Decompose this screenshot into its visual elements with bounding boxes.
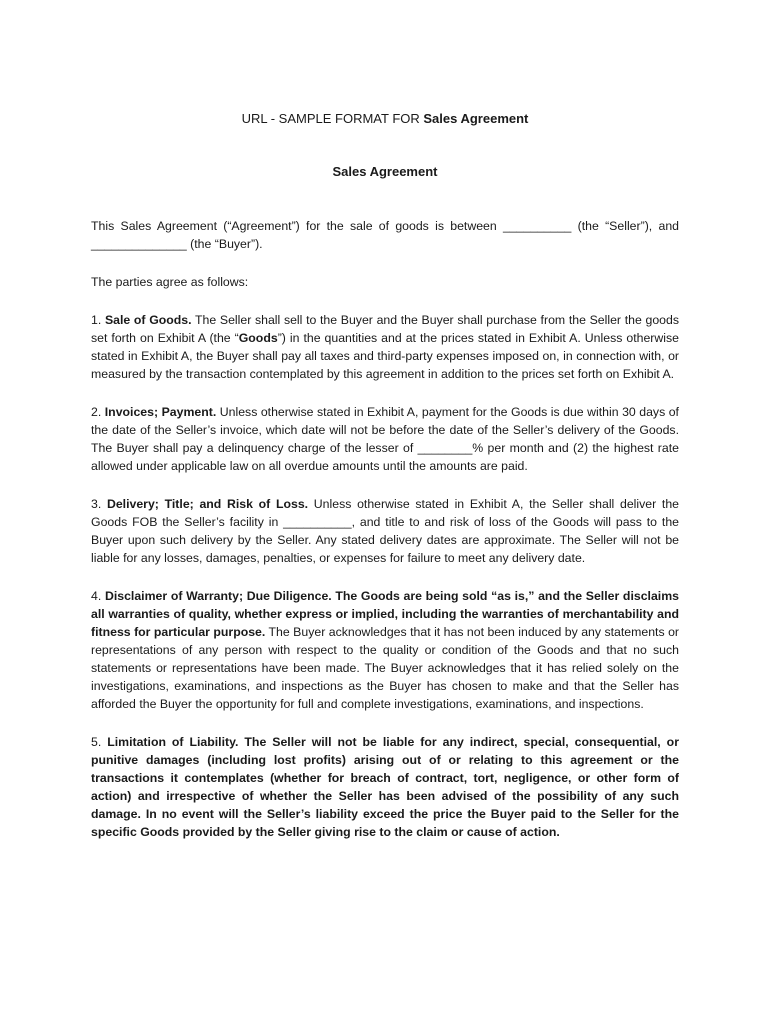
section-1-heading: Sale of Goods.	[104, 313, 192, 327]
section-5	[91, 733, 679, 841]
section-1-text-b: ”) in the quantities and at the prices stated in Exhibit A. Unless otherwise stated in Exhibit A, the Buyer shall pay all taxes and third-party expenses imposed on, in connection with, or measured by the transaction contemplated by this agreement in addition to the prices set forth on Exhibit A.	[91, 331, 679, 381]
document-header	[91, 110, 679, 128]
section-1-number: 1.	[91, 313, 105, 327]
section-3-text: Unless otherwise stated in Exhibit A, the Seller shall deliver the Goods FOB the Seller’s facility in __________, and title to and risk of loss of the Goods will pass to the Buyer upon such delivery by the Seller. Any stated delivery dates are approximate. The Seller will not be liable for any losses, damages, penalties, or expenses for failure to meet any delivery date.	[91, 497, 679, 565]
header-bold: Sales Agreement	[423, 111, 529, 126]
section-4-text: The Buyer acknowledges that it has not been induced by any statements or representations of any person with respect to the quality or condition of the Goods and that no such statements or representations have been made. The Buyer acknowledges that it has relied solely on the investigations, examinations, and inspections as the Buyer has chosen to make and that the Seller has afforded the Buyer the opportunity for full and complete investigations, examinations, and inspections.	[91, 625, 679, 711]
section-1-text-a: The Seller shall sell to the Buyer and the Buyer shall purchase from the Seller the goods set forth on Exhibit A (the “	[91, 313, 679, 345]
section-1	[91, 311, 679, 383]
section-4-number: 4.	[91, 589, 105, 603]
document-body	[91, 217, 679, 861]
section-5-heading: Limitation of Liability. The Seller will not be liable for any indirect, special, consequential, or punitive damages (including lost profits) arising out of or relating to this agreement or the transactions it contemplates (whether for breach of contract, tort, negligence, or other form of action) and irrespective of whether the Seller has been advised of the possibility of any such damage. In no event will the Seller’s liability exceed the price the Buyer paid to the Seller for the specific Goods provided by the Seller giving rise to the claim or cause of action.	[91, 735, 679, 839]
section-5-number: 5.	[91, 735, 108, 749]
section-1-goods-term: Goods	[238, 331, 278, 345]
section-2-heading: Invoices; Payment.	[104, 405, 217, 419]
section-3-number: 3.	[91, 497, 107, 511]
intro-paragraph: This Sales Agreement (“Agreement”) for the sale of goods is between __________ (the “Seller”), and ______________ (the “Buyer”).	[91, 219, 679, 251]
agree-paragraph: The parties agree as follows:	[91, 275, 249, 289]
section-4	[91, 587, 679, 713]
section-2-text: Unless otherwise stated in Exhibit A, payment for the Goods is due within 30 days of the date of the Seller’s invoice, which date will not be before the date of the Seller’s delivery of the Goods. The Buyer shall pay a delinquency charge of the lesser of ________% per month and (2) the highest rate allowed under applicable law on all overdue amounts until the amounts are paid.	[91, 405, 679, 473]
header-prefix: URL - SAMPLE FORMAT FOR	[241, 111, 424, 126]
section-4-heading: Disclaimer of Warranty; Due Diligence. The Goods are being sold “as is,” and the Seller disclaims all warranties of quality, whether express or implied, including the warranties of merchantability and fitness for particular purpose.	[91, 589, 679, 639]
section-3-heading: Delivery; Title; and Risk of Loss.	[106, 497, 309, 511]
document-title: Sales Agreement	[332, 164, 438, 179]
section-3	[91, 495, 679, 567]
section-2-number: 2.	[91, 405, 105, 419]
section-2	[91, 403, 679, 475]
